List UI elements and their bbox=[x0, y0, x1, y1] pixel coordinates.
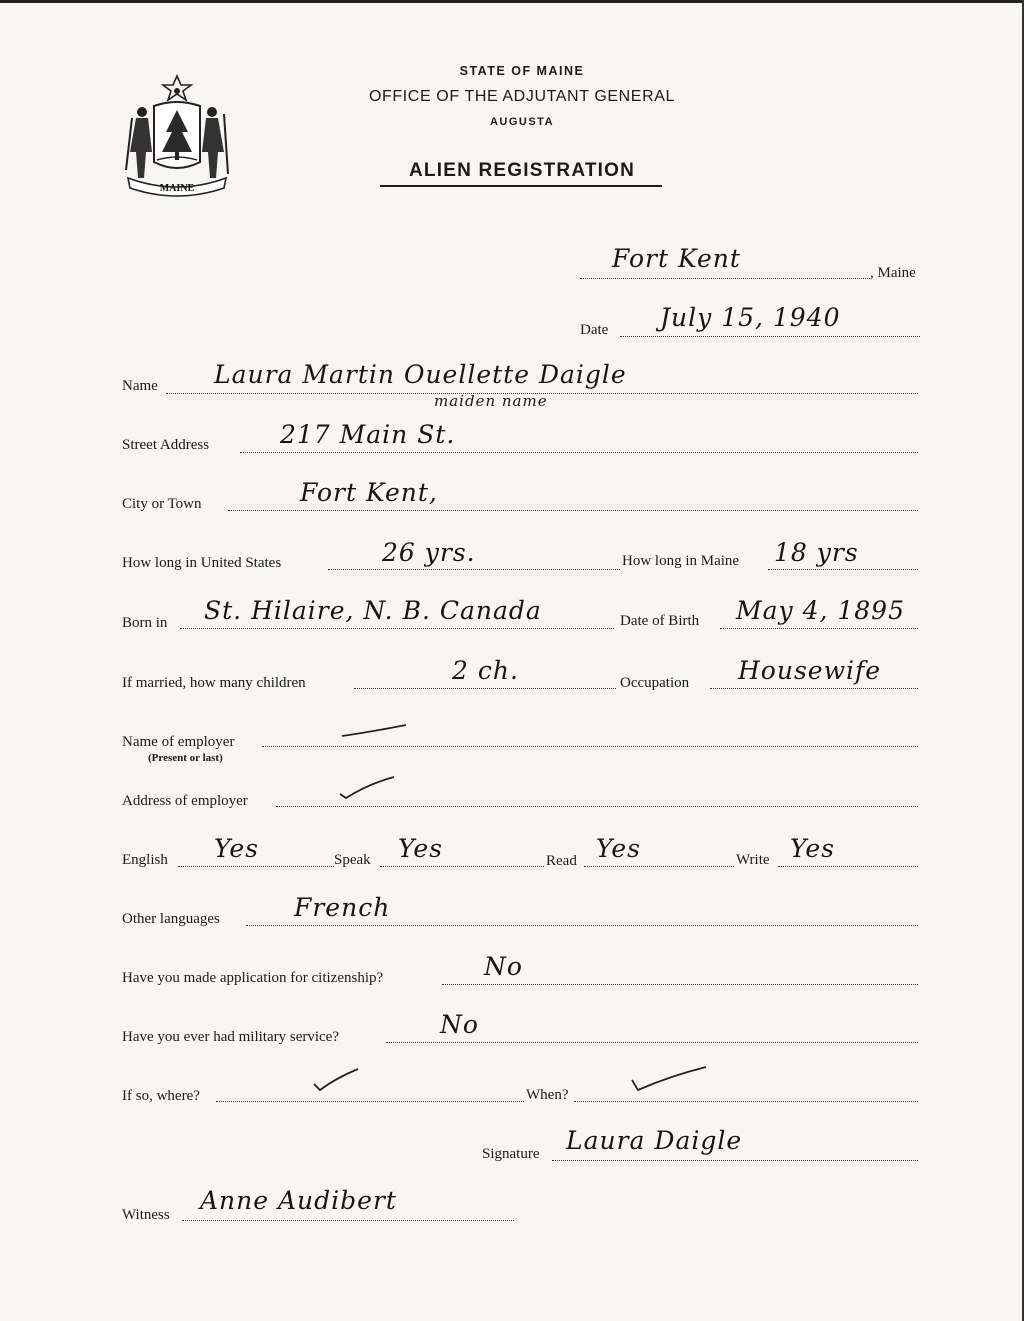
employer-name-blank-mark-icon bbox=[340, 722, 410, 742]
when-blank-mark-icon bbox=[630, 1064, 710, 1094]
how-long-us-label: How long in United States bbox=[122, 555, 282, 571]
born-in-field-line bbox=[180, 628, 614, 629]
children-field-line bbox=[354, 688, 616, 689]
english-label: English bbox=[122, 852, 168, 868]
how-long-us-value: 26 yrs. bbox=[382, 538, 476, 567]
children-label: If married, how many children bbox=[122, 675, 306, 691]
header-state: STATE OF MAINE bbox=[459, 64, 585, 78]
military-value: No bbox=[440, 1010, 479, 1039]
witness-field-line bbox=[182, 1220, 514, 1221]
children-value: 2 ch. bbox=[452, 656, 519, 685]
other-languages-field-line bbox=[246, 925, 918, 926]
if-so-where-field-line bbox=[216, 1101, 524, 1102]
read-field-line bbox=[584, 866, 734, 867]
write-label: Write bbox=[736, 852, 770, 868]
employer-name-field-line bbox=[262, 746, 918, 747]
employer-address-label: Address of employer bbox=[122, 793, 248, 809]
born-in-label: Born in bbox=[122, 615, 168, 631]
witness-value: Anne Audibert bbox=[200, 1186, 397, 1215]
how-long-maine-value: 18 yrs bbox=[774, 538, 859, 567]
date-field-line bbox=[620, 336, 920, 337]
write-value: Yes bbox=[790, 834, 835, 863]
date-label: Date bbox=[580, 322, 609, 338]
signature-field-line bbox=[552, 1160, 918, 1161]
born-in-value: St. Hilaire, N. B. Canada bbox=[204, 596, 542, 625]
signature-value: Laura Daigle bbox=[566, 1126, 743, 1155]
english-field-line bbox=[178, 866, 334, 867]
other-languages-label: Other languages bbox=[122, 911, 220, 927]
speak-label: Speak bbox=[334, 852, 371, 868]
name-label: Name bbox=[122, 378, 158, 394]
military-label: Have you ever had military service? bbox=[122, 1029, 339, 1045]
speak-field-line bbox=[380, 866, 544, 867]
date-of-birth-value: May 4, 1895 bbox=[736, 596, 905, 625]
occupation-field-line bbox=[710, 688, 918, 689]
signature-label: Signature bbox=[482, 1146, 540, 1162]
scan-top-edge bbox=[0, 0, 1024, 3]
city-label: City or Town bbox=[122, 496, 202, 512]
maiden-name-note: maiden name bbox=[434, 392, 548, 410]
english-value: Yes bbox=[214, 834, 259, 863]
write-field-line bbox=[778, 866, 918, 867]
other-languages-value: French bbox=[294, 893, 391, 922]
employer-name-label: Name of employer bbox=[122, 734, 235, 750]
when-field-line bbox=[574, 1101, 918, 1102]
header-office: OFFICE OF THE ADJUTANT GENERAL bbox=[368, 88, 676, 105]
military-field-line bbox=[386, 1042, 918, 1043]
date-value: July 15, 1940 bbox=[660, 303, 841, 332]
speak-value: Yes bbox=[398, 834, 443, 863]
occupation-label: Occupation bbox=[620, 675, 690, 691]
how-long-maine-label: How long in Maine bbox=[622, 553, 740, 569]
place-suffix-label: , Maine bbox=[870, 265, 916, 281]
date-of-birth-label: Date of Birth bbox=[620, 613, 700, 629]
employer-address-blank-mark-icon bbox=[338, 774, 398, 800]
employer-address-field-line bbox=[276, 806, 918, 807]
witness-label: Witness bbox=[122, 1207, 170, 1223]
title-underline bbox=[380, 185, 662, 187]
place-field-line bbox=[580, 278, 870, 279]
date-of-birth-field-line bbox=[720, 628, 918, 629]
seal-motto: MAINE bbox=[159, 183, 195, 194]
form-title: ALIEN REGISTRATION bbox=[408, 160, 636, 181]
how-long-maine-field-line bbox=[768, 569, 918, 570]
read-value: Yes bbox=[596, 834, 641, 863]
city-field-line bbox=[228, 510, 918, 511]
city-value: Fort Kent, bbox=[300, 478, 438, 507]
when-label: When? bbox=[526, 1087, 569, 1103]
occupation-value: Housewife bbox=[738, 656, 882, 685]
street-address-label: Street Address bbox=[122, 437, 210, 453]
employer-name-note: (Present or last) bbox=[148, 752, 223, 764]
street-address-value: 217 Main St. bbox=[280, 420, 456, 449]
citizenship-value: No bbox=[484, 952, 523, 981]
read-label: Read bbox=[546, 853, 577, 869]
header-city: AUGUSTA bbox=[489, 116, 555, 128]
maine-state-seal-icon bbox=[124, 74, 230, 200]
name-value: Laura Martin Ouellette Daigle bbox=[214, 360, 627, 389]
how-long-us-field-line bbox=[328, 569, 620, 570]
street-address-field-line bbox=[240, 452, 918, 453]
if-so-where-label: If so, where? bbox=[122, 1088, 200, 1104]
citizenship-label: Have you made application for citizenship? bbox=[122, 970, 384, 986]
where-blank-mark-icon bbox=[312, 1066, 362, 1094]
citizenship-field-line bbox=[442, 984, 918, 985]
place-value: Fort Kent bbox=[612, 244, 741, 273]
